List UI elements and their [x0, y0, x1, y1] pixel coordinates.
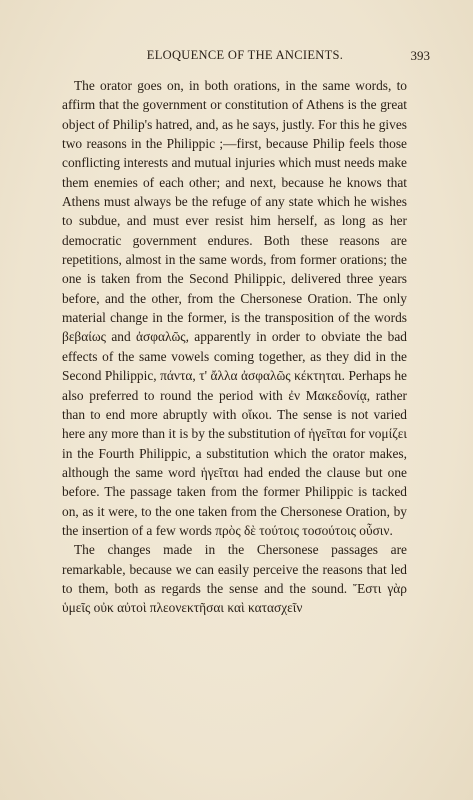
page-header — [60, 48, 430, 64]
body-text — [62, 76, 407, 618]
page-number: 393 — [410, 48, 430, 63]
paragraph-2: The changes made in the Chersonese passages are remarkable, because we can easily perceive the reasons that led to them, both as regards the sense and the sound. Ἔστι γὰρ ὑμεῖς οὐκ αὐτοὶ πλεονεκτῆσαι καὶ κατασχεῖν — [62, 542, 407, 616]
running-head: ELOQUENCE OF THE ANCIENTS. — [146, 48, 344, 62]
paragraph-1: The orator goes on, in both orations, in the same words, to affirm that the government or constitution of Athens is the great object of Philip's hatred, and, as he says, justly. For this he gives two reasons in the Philippic ;—first, because Philip feels those conflicting interests and mutual injuries which must needs make them enemies of each other; and next, because he knows that Athens must always be the refuge of any state which he wishes to subdue, and must ever resist him herself, as long as her democratic government endures. Both these reasons are repetitions, almost in the same words, from former orations; the one is taken from the Second Philippic, delivered three years before, and the other, from the Chersonese Oration. The only material change in the former, is the transposition of the words βεβαίως and ἀσφαλῶς, apparently in order to obviate the bad effects of the same vowels coming together, as they did in the Second Philippic, πάντα, τ' ἄλλα ἀσφαλῶς κέκτηται. Perhaps he also preferred to round the period with ἐν Μακεδονίᾳ, rather than to end more abruptly with οἴκοι. The sense is not varied here any more than it is by the substitution of ἡγεῖται for νομίζει in the Fourth Philippic, a substitution which the orator makes, although the same word ἡγεῖται had ended the clause but one before. The passage taken from the former Philippic is tacked on, as it were, to the one taken from the Chersonese Oration, by the insertion of a few words πρὸς δὲ τούτοις τοσούτοις οὖσιν. — [62, 78, 407, 538]
